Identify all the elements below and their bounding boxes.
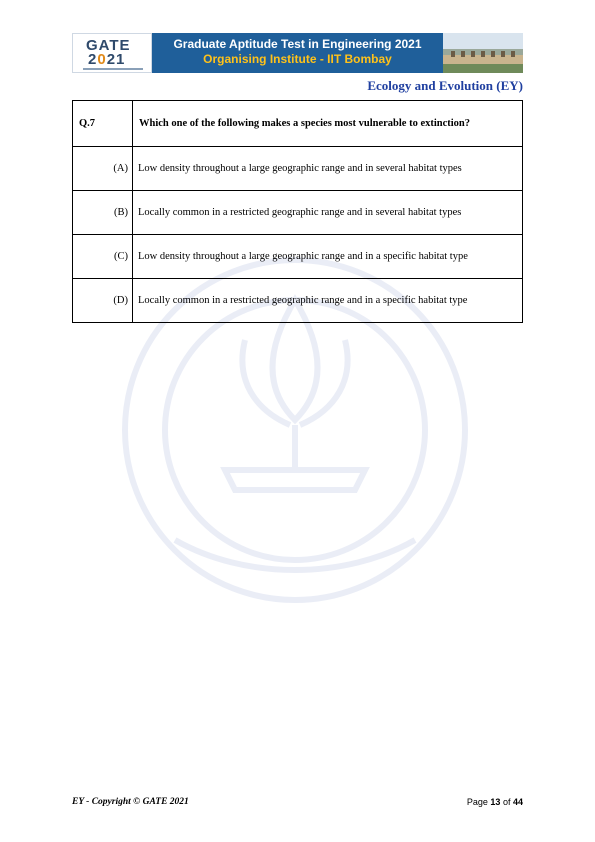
option-row-d xyxy=(73,279,523,323)
banner-title: Graduate Aptitude Test in Engineering 2021 xyxy=(173,37,422,51)
option-text: Low density throughout a large geographic range and in several habitat types xyxy=(133,147,523,191)
logo-line2: 2021 xyxy=(88,51,126,68)
option-label: (A) xyxy=(73,147,133,191)
option-label: (B) xyxy=(73,191,133,235)
option-label: (C) xyxy=(73,235,133,279)
option-text: Low density throughout a large geographic range and in a specific habitat type xyxy=(133,235,523,279)
question-text: Which one of the following makes a species most vulnerable to extinction? xyxy=(133,101,523,147)
total-pages: 44 xyxy=(512,797,523,807)
banner-subtitle: Organising Institute - IIT Bombay xyxy=(203,52,392,66)
question-table xyxy=(72,100,523,323)
question-number: Q.7 xyxy=(73,101,133,147)
logo-line1: GATE xyxy=(86,37,131,54)
gate-logo xyxy=(72,33,152,73)
option-row-c xyxy=(73,235,523,279)
footer-page-number: Page 13 of 44 xyxy=(466,797,523,807)
header-banner xyxy=(72,33,523,73)
question-row xyxy=(73,101,523,147)
logo-underline xyxy=(83,68,143,70)
subject-title: Ecology and Evolution (EY) xyxy=(367,78,523,93)
option-text: Locally common in a restricted geographic range and in several habitat types xyxy=(133,191,523,235)
option-label: (D) xyxy=(73,279,133,323)
footer-copyright: EY - Copyright © GATE 2021 xyxy=(72,797,189,807)
option-row-a xyxy=(73,147,523,191)
banner-text xyxy=(152,33,443,73)
option-row-b xyxy=(73,191,523,235)
building-image xyxy=(443,33,523,73)
current-page: 13 xyxy=(490,797,501,807)
option-text: Locally common in a restricted geographic range and in a specific habitat type xyxy=(133,279,523,323)
